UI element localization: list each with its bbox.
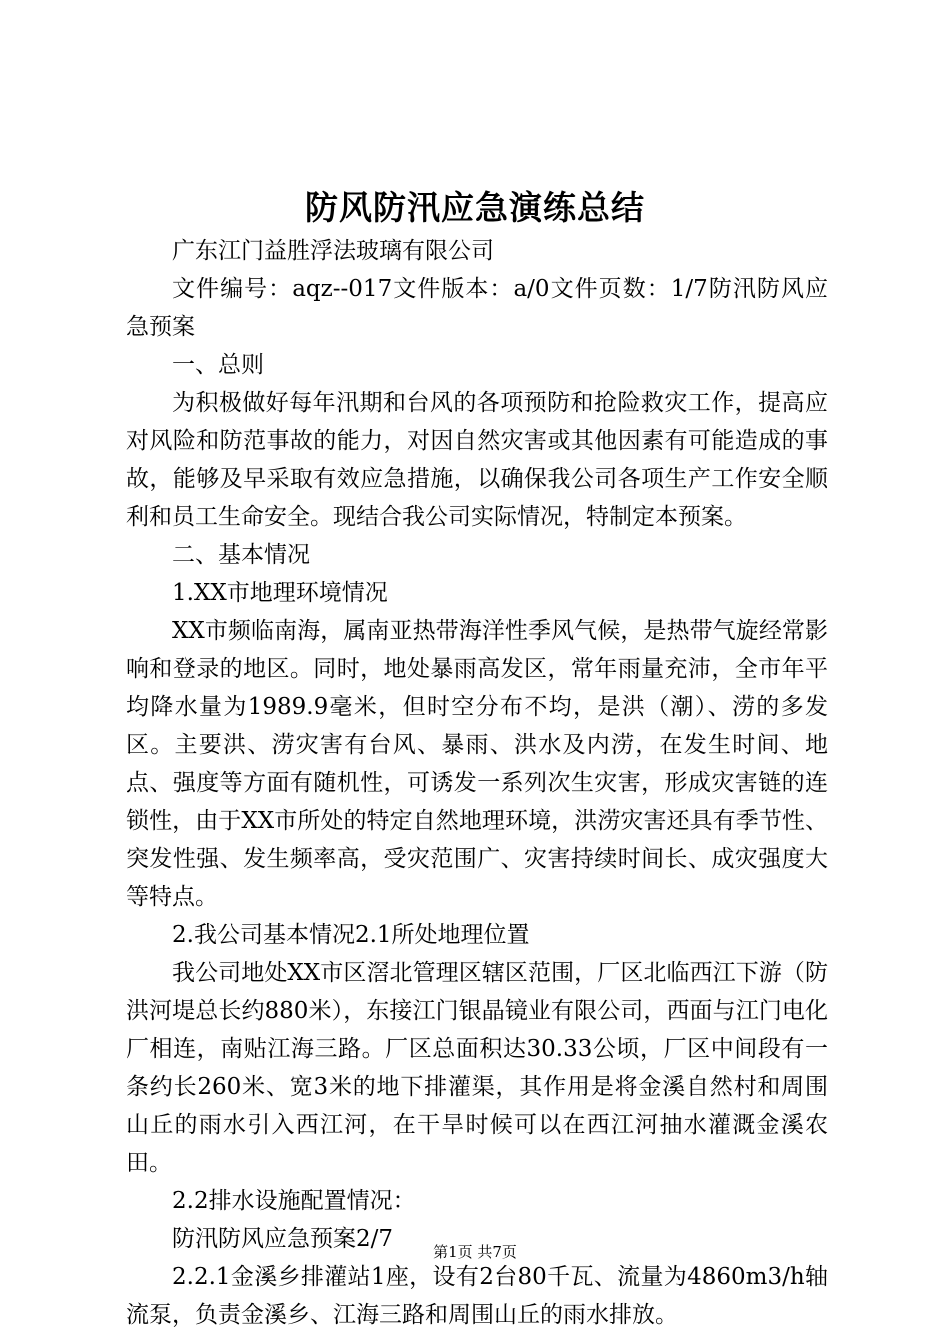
paragraph-geography: XX市频临南海，属南亚热带海洋性季风气候，是热带气旋经常影响和登录的地区。同时，地处暴雨高发区，常年雨量充沛，全市年平均降水量为1989.9毫米，但时空分布不均，是洪（潮）、涝的多发区。主要洪、涝灾害有台风、暴雨、洪水及内涝，在发生时间、地点、强度等方面有随机性，可诱发一系列次生灾害，形成灾害链的连锁性，由于XX市所处的特定自然地理环境，洪涝灾害还具有季节性、突发性强、发生频率高，受灾范围广、灾害持续时间长、成灾强度大等特点。 — [126, 618, 828, 910]
company-name: 广东江门益胜浮法玻璃有限公司 — [172, 238, 494, 264]
section-heading-basic-info: 二、基本情况 — [172, 542, 310, 568]
subheading-company-location: 2.我公司基本情况2.1所处地理位置 — [172, 922, 530, 948]
paragraph-company-location: 我公司地处XX市区滘北管理区辖区范围，厂区北临西江下游（防洪河堤总长约880米），东接江门银晶镜业有限公司，西面与江门电化厂相连，南贴江海三路。厂区总面积达30.33公顷，厂区中间段有一条约长260米、宽3米的地下排灌渠，其作用是将金溪自然村和周围山丘的雨水引入西江河，在干旱时候可以在西江河抽水灌溉金溪农田。 — [126, 960, 828, 1176]
section-heading-general: 一、总则 — [172, 352, 264, 378]
page-marker: 防汛防风应急预案2/7 — [172, 1226, 394, 1252]
paragraph-general: 为积极做好每年汛期和台风的各项预防和抢险救灾工作，提高应对风险和防范事故的能力，对因自然灾害或其他因素有可能造成的事故，能够及早采取有效应急措施，以确保我公司各项生产工作安全顺利和员工生命安全。现结合我公司实际情况，特制定本预案。 — [126, 390, 828, 530]
file-info: 文件编号：aqz--017文件版本：a/0文件页数：1/7防汛防风应急预案 — [126, 276, 828, 340]
document-title: 防风防汛应急演练总结 — [305, 188, 645, 227]
page-footer: 第1页 共7页 — [433, 1243, 517, 1261]
paragraph-pump-station: 2.2.1金溪乡排灌站1座，设有2台80千瓦、流量为4860m3/h轴流泵，负责金溪乡、江海三路和周围山丘的雨水排放。 — [126, 1264, 828, 1328]
document-body — [126, 232, 828, 1334]
subheading-geography: 1.XX市地理环境情况 — [172, 580, 388, 606]
subheading-drainage: 2.2排水设施配置情况： — [172, 1188, 416, 1214]
